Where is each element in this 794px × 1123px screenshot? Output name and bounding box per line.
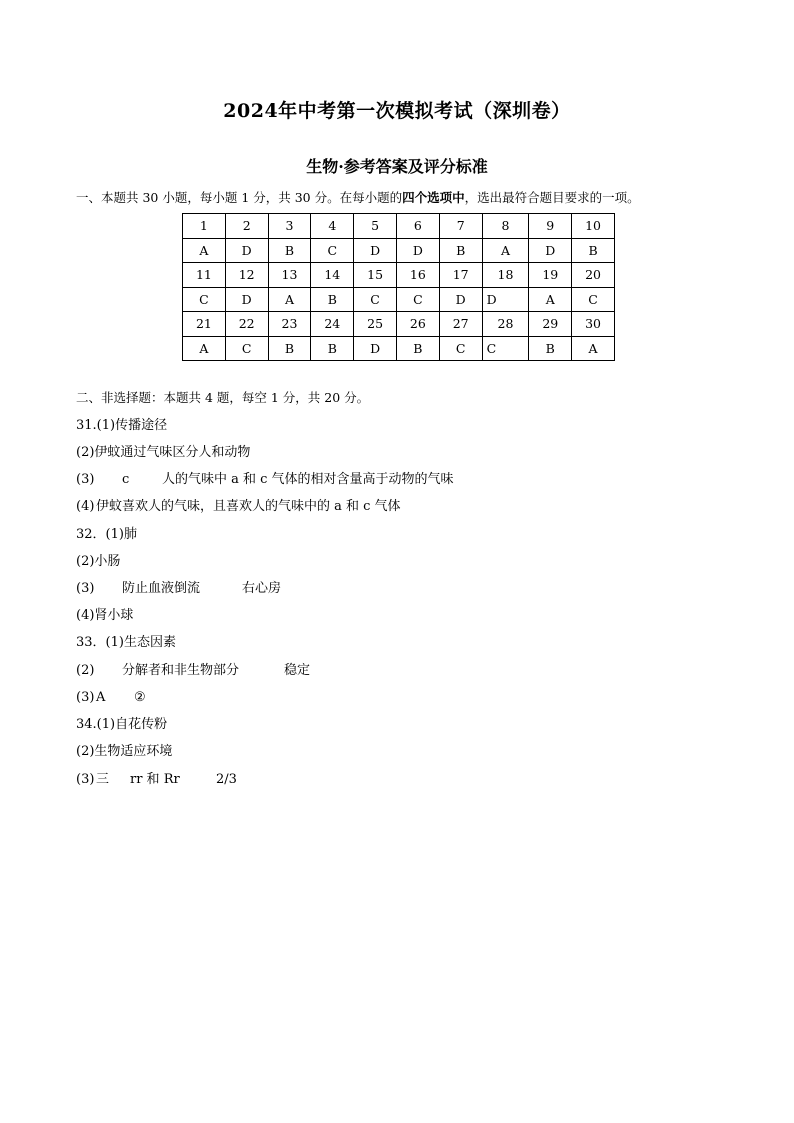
answer-num: (2) <box>76 663 95 678</box>
answer-part: 三 <box>96 772 110 787</box>
answer-cell: D <box>529 238 572 263</box>
answer-cell: C <box>354 287 397 312</box>
answer-part: 伊蚊通过气味区分人和动物 <box>94 445 251 460</box>
answer-num: (2) <box>76 554 95 569</box>
answer-part: 肾小球 <box>94 608 134 623</box>
answer-part: c <box>122 472 130 487</box>
answer-cell: A <box>268 287 311 312</box>
answer-32-4 <box>76 606 133 626</box>
question-number-row <box>183 312 615 337</box>
answer-32-1 <box>76 525 137 545</box>
answer-cell: B <box>572 238 615 263</box>
answer-34-3 <box>76 770 237 790</box>
answer-part: rr 和 Rr <box>130 772 180 787</box>
answer-32-3 <box>76 579 281 599</box>
answer-cell: A <box>183 336 226 361</box>
answer-part: A <box>96 690 106 705</box>
answer-cell: D <box>439 287 482 312</box>
question-number-cell: 4 <box>311 214 354 239</box>
answer-row <box>183 336 615 361</box>
answer-part: 肺 <box>123 527 137 542</box>
answer-cell: B <box>396 336 439 361</box>
answer-cell: D <box>354 336 397 361</box>
answer-part: 生态因素 <box>123 635 176 650</box>
answer-cell: B <box>268 336 311 361</box>
answer-cell: A <box>183 238 226 263</box>
answer-cell: C <box>439 336 482 361</box>
answer-row <box>183 238 615 263</box>
section1-instruction <box>76 188 640 206</box>
question-number-cell: 17 <box>439 263 482 288</box>
question-number-cell: 18 <box>482 263 529 288</box>
answer-part: 稳定 <box>284 663 311 678</box>
answer-part: 生物适应环境 <box>94 744 173 759</box>
page-subtitle: 生物·参考答案及评分标准 <box>306 157 488 176</box>
answer-cell: B <box>311 336 354 361</box>
answer-part: 伊蚊喜欢人的气味，且喜欢人的气味中的 a 和 c 气体 <box>96 499 401 514</box>
question-number-cell: 24 <box>311 312 354 337</box>
answer-34-1 <box>76 715 167 735</box>
answer-cell: C <box>572 287 615 312</box>
answer-cell: C <box>482 336 529 361</box>
answer-cell: B <box>529 336 572 361</box>
section1-text-a: 一、本题共 30 小题，每小题 1 分，共 30 分。在每小题的 <box>76 190 403 205</box>
answer-cell: C <box>311 238 354 263</box>
answer-31-2 <box>76 443 250 463</box>
answer-num: (4) <box>76 608 95 623</box>
answer-table <box>182 213 615 361</box>
question-number-cell: 20 <box>572 263 615 288</box>
answer-32-2 <box>76 552 120 572</box>
answer-part: 2/3 <box>216 772 237 787</box>
answer-num: 31.(1) <box>76 418 116 433</box>
question-number-row <box>183 263 615 288</box>
section1-text-b: 四个选项中 <box>402 190 465 205</box>
answer-num: (3) <box>76 690 95 705</box>
question-number-cell: 30 <box>572 312 615 337</box>
answer-num: (3) <box>76 581 95 596</box>
question-number-cell: 16 <box>396 263 439 288</box>
answer-cell: B <box>311 287 354 312</box>
section2-heading: 二、非选择题：本题共 4 题，每空 1 分，共 20 分。 <box>76 390 370 405</box>
section1-text-c: ，选出最符合题目要求的一项。 <box>464 190 640 205</box>
question-number-cell: 29 <box>529 312 572 337</box>
answer-part: 小肠 <box>94 554 121 569</box>
answer-num: (2) <box>76 445 95 460</box>
question-number-cell: 14 <box>311 263 354 288</box>
answer-cell: A <box>529 287 572 312</box>
answer-cell: D <box>354 238 397 263</box>
question-number-cell: 21 <box>183 312 226 337</box>
answer-cell: D <box>225 287 268 312</box>
answer-cell: C <box>396 287 439 312</box>
answer-cell: C <box>183 287 226 312</box>
answer-cell: D <box>225 238 268 263</box>
answer-num: 32．(1) <box>76 527 124 542</box>
answer-part: 传播途径 <box>115 418 168 433</box>
answer-cell: D <box>482 287 529 312</box>
answer-part: 右心房 <box>242 581 282 596</box>
question-number-cell: 19 <box>529 263 572 288</box>
answer-num: (4) <box>76 499 95 514</box>
question-number-cell: 27 <box>439 312 482 337</box>
answer-part: ② <box>134 690 146 705</box>
question-number-cell: 22 <box>225 312 268 337</box>
question-number-row <box>183 214 615 239</box>
answer-part: 分解者和非生物部分 <box>122 663 240 678</box>
question-number-cell: 2 <box>225 214 268 239</box>
question-number-cell: 23 <box>268 312 311 337</box>
answer-row <box>183 287 615 312</box>
question-number-cell: 25 <box>354 312 397 337</box>
answer-cell: B <box>268 238 311 263</box>
answer-num: 33．(1) <box>76 635 124 650</box>
question-number-cell: 8 <box>482 214 529 239</box>
answer-cell: B <box>439 238 482 263</box>
answer-31-4 <box>76 497 401 517</box>
answer-cell: C <box>225 336 268 361</box>
question-number-cell: 12 <box>225 263 268 288</box>
question-number-cell: 28 <box>482 312 529 337</box>
answer-33-2 <box>76 661 310 681</box>
question-number-cell: 6 <box>396 214 439 239</box>
answer-33-3 <box>76 688 146 708</box>
answer-cell: D <box>396 238 439 263</box>
answer-num: 34.(1) <box>76 717 116 732</box>
answer-33-1 <box>76 633 176 653</box>
answer-34-2 <box>76 742 172 762</box>
answer-cell: A <box>482 238 529 263</box>
answer-cell: A <box>572 336 615 361</box>
answer-num: (3) <box>76 772 95 787</box>
question-number-cell: 1 <box>183 214 226 239</box>
question-number-cell: 13 <box>268 263 311 288</box>
answer-part: 人的气味中 a 和 c 气体的相对含量高于动物的气味 <box>162 472 454 487</box>
question-number-cell: 3 <box>268 214 311 239</box>
answer-num: (2) <box>76 744 95 759</box>
answer-num: (3) <box>76 472 95 487</box>
question-number-cell: 26 <box>396 312 439 337</box>
answer-31-1 <box>76 416 167 436</box>
answer-part: 防止血液倒流 <box>122 581 201 596</box>
question-number-cell: 11 <box>183 263 226 288</box>
question-number-cell: 10 <box>572 214 615 239</box>
answer-part: 自花传粉 <box>115 717 168 732</box>
question-number-cell: 5 <box>354 214 397 239</box>
answer-31-3 <box>76 470 454 490</box>
page-title: 2024年中考第一次模拟考试（深圳卷） <box>223 100 571 122</box>
question-number-cell: 15 <box>354 263 397 288</box>
question-number-cell: 7 <box>439 214 482 239</box>
question-number-cell: 9 <box>529 214 572 239</box>
